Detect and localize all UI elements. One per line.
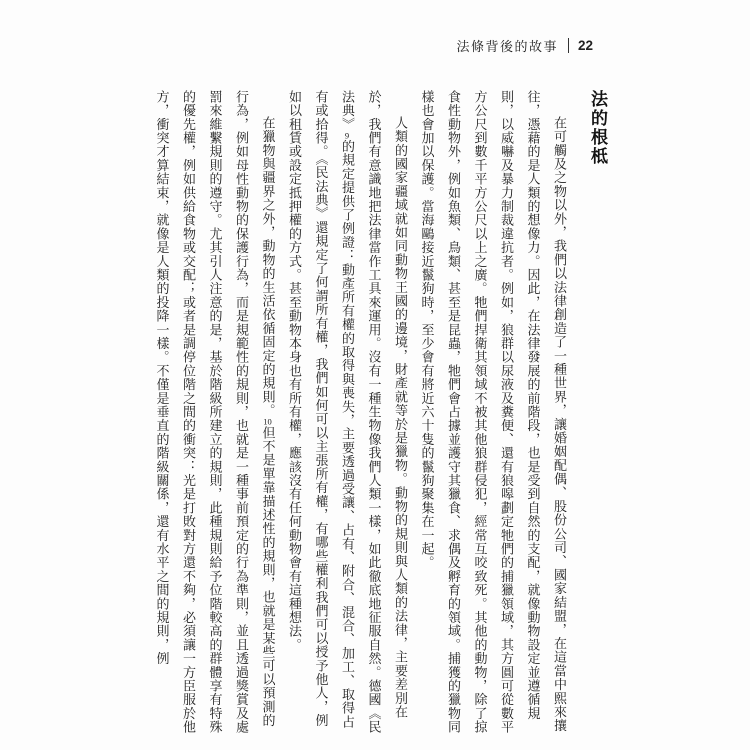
text-segment: 但不是單靠描述性的規則，也就是某些可以預測的行為，例如母性動物的保護行為，而是規範性的規則，也就是一種事前預定的行為準則，並且透過獎賞及處罰來維繫規則的遵守。尤其引人注意的是，基於階級所建立的規則，此種規則給予位階較高的群體享有特殊的優先權，例如供給食物或交配；或者是調停位階之間的衝突：光是打敗對方還不夠，必須讓一方臣服於他方，衝突才算結束，就像是人類的投降一樣。不僅是垂直的階級關係，還有水平之間的規則，例 xyxy=(154,90,276,734)
paragraph xyxy=(413,90,572,734)
header-divider xyxy=(568,38,569,53)
paragraph xyxy=(148,90,281,734)
text-segment: 的規定提供了例證：動產所有權的取得與喪失，主要透過受讓、占有、附合、混合、加工、取得占有或拾得。《民法典》還規定了何謂所有權，我們如何可以主張所有權，有哪些權利我們可以授予他人，例如以租賃或設定抵押權的方式。甚至動物本身也有所有權，應該沒有任何動物會有這種想法。 xyxy=(287,90,355,729)
text-segment: 人類的國家疆域就如同動物王國的邊境，財產就等於是獵物。動物的規則與人類的法律，主要差別在於，我們有意識地把法律當作工具來運用。沒有一種生物像我們人類一樣，如此徹底地征服自然。德國《民法典》 xyxy=(340,90,408,734)
vertical-text-block xyxy=(148,90,609,734)
text-segment: 在可觸及之物以外，我們以法律創造了一種世界，讓婚姻配偶、股份公司、國家結盟，在這當中熙來攘往，憑藉的是人類的想像力。因此，在法律發展的前階段，也是受到自然的支配，就像動物設定並遵循規則，以威嚇及暴力制裁違抗者。例如，狼群以尿液及糞便、還有狼嗥劃定牠們的捕獵領域，其方圓可從數平方公尺到數千平方公尺以上之廣。牠們捍衛其領域不被其他狼群侵犯，經常互咬致死。其他的動物，除了掠食性動物外，例如魚類、鳥類、甚至是昆蟲，牠們會占據並護守其獵食、求偶及孵育的領域。捕獲的獵物同樣也會加以保護。當海鷗接近鬣狗時，至少會有將近六十隻的鬣狗聚集在一起。 xyxy=(419,90,567,734)
footnote-marker: 9 xyxy=(344,131,350,140)
text-segment: 在獵物與疆界之外，動物的生活依循固定的規則。 xyxy=(260,116,276,418)
page-number: 22 xyxy=(577,38,593,53)
footnote-marker: 10 xyxy=(263,417,272,426)
paragraph xyxy=(281,90,414,734)
section-title: 法的根柢 xyxy=(588,90,607,166)
book-title: 法條背後的故事 xyxy=(456,39,558,54)
running-header xyxy=(456,36,593,55)
